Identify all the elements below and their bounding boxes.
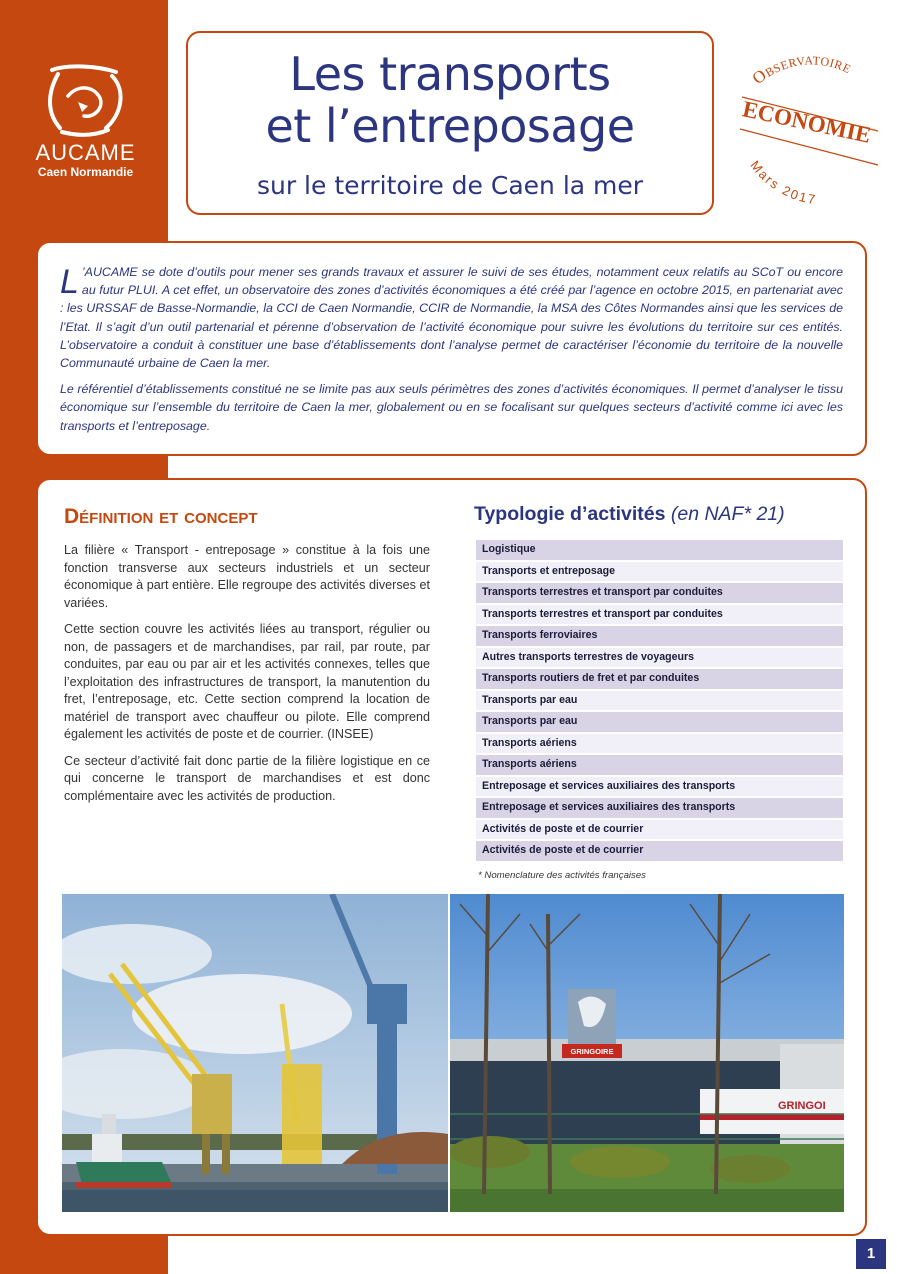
stamp-top-text: Observatoire xyxy=(748,49,855,89)
typologie-row: Transports par eau xyxy=(476,691,843,711)
warehouse-sign-text: GRINGOIRE xyxy=(570,1047,614,1056)
page-number: 1 xyxy=(856,1239,886,1269)
typologie-row: Transports terrestres et transport par conduites xyxy=(476,583,843,603)
observatoire-stamp xyxy=(728,45,893,220)
warehouse-photo xyxy=(450,894,844,1212)
truck-text: GRINGOI xyxy=(778,1100,826,1112)
page-subtitle: sur le territoire de Caen la mer xyxy=(256,171,644,200)
typologie-row: Activités de poste et de courrier xyxy=(476,820,843,840)
intro-text-1: ’AUCAME se dote d’outils pour mener ses grands travaux et assurer le suivi de ses études, notamment ceux relatifs au SCoT ou encore au futur PLUI. A cet effet, un observatoire des zones d’activités économiques a été créé par l’agence en octobre 2015, en partenariat avec : les URSSAF de Basse-Normandie, la CCI de Caen Normandie, CCIR de Normandie, la MSA des Côtes Normandes ainsi que les services de l’Etat. Il s’agit d’un outil partenarial et pérenne d’observation de l’activité économique pour suivre les évolutions du territoire sur ces entités. L’observatoire a conduit à constituer une base d’établissements dont l’analyse permet de caractériser l’économie du territoire de la nouvelle Communauté urbaine de Caen la mer. xyxy=(60,265,843,371)
typologie-row: Entreposage et services auxiliaires des transports xyxy=(476,798,843,818)
stamp-date-text: Mars 2017 xyxy=(747,157,819,208)
definition-paragraph-3: Ce secteur d’activité fait donc partie de la filière logistique en ce qui concerne le transport de marchandises et est donc complémentaire avec les activités de production. xyxy=(64,753,430,803)
title-box xyxy=(186,31,714,215)
stamp-middle-text: ECONOMIE xyxy=(740,96,874,148)
typologie-row: Transports par eau xyxy=(476,712,843,732)
typologie-row: Transports aériens xyxy=(476,734,843,754)
typologie-title-main: Typologie d’activités xyxy=(474,503,666,525)
typologie-row: Transports aériens xyxy=(476,755,843,775)
typologie-row: Transports routiers de fret et par conduites xyxy=(476,669,843,689)
intro-box xyxy=(36,241,867,456)
typologie-row: Transports ferroviaires xyxy=(476,626,843,646)
port-cranes-photo xyxy=(62,894,448,1212)
definition-paragraph-1: La filière « Transport - entreposage » constitue à la fois une fonction transverse aux secteurs industriels et un secteur économique à part entière. Elle regroupe des activités diverses et variées. xyxy=(64,543,430,610)
definition-paragraph-2: Cette section couvre les activités liées au transport, régulier ou non, de passagers et de marchandises, par rail, par route, par conduites, par eau ou par air et les activités connexes, telles que l’exploitation des infrastructures de transport, la manutention du fret, l’entreposage, etc. Cette section comprend la location de matériel de transport avec chauffeur ou pilote. Elle comprend également les activités de poste et de courrier. (INSEE) xyxy=(64,622,430,741)
typologie-row: Transports et entreposage xyxy=(476,562,843,582)
intro-dropcap: L xyxy=(60,263,79,301)
typologie-row: Autres transports terrestres de voyageurs xyxy=(476,648,843,668)
main-box xyxy=(36,478,867,1236)
logo-subtitle: Caen Normandie xyxy=(37,165,134,179)
typologie-row: Entreposage et services auxiliaires des transports xyxy=(476,777,843,797)
logo-mark-icon xyxy=(38,62,130,138)
typologie-row: Logistique xyxy=(476,540,843,560)
typologie-footnote: * Nomenclature des activités françaises xyxy=(478,870,646,881)
typologie-row: Activités de poste et de courrier xyxy=(476,841,843,861)
intro-paragraph-2: Le référentiel d’établissements constitué ne se limite pas aux seuls périmètres des zones d’activités économiques. Il permet d’analyser le tissu économique sur l’ensemble du territoire de Caen la mer, globalement ou en se focalisant sur quelques secteurs d’activité comme ici avec les transports et l’entreposage. xyxy=(60,382,843,433)
intro-paragraph-1 xyxy=(60,263,843,372)
page-title-line2: et l’entreposage xyxy=(265,99,635,153)
definition-text xyxy=(64,542,430,814)
typologie-table xyxy=(476,540,843,863)
definition-title: Définition et concept xyxy=(64,505,258,528)
page-title-line1: Les transports xyxy=(289,47,611,101)
typologie-row: Transports terrestres et transport par conduites xyxy=(476,605,843,625)
logo-name: AUCAME xyxy=(35,140,136,165)
typologie-title xyxy=(474,503,785,526)
aucame-logo xyxy=(28,62,143,182)
typologie-title-italic: (en NAF* 21) xyxy=(670,503,785,525)
